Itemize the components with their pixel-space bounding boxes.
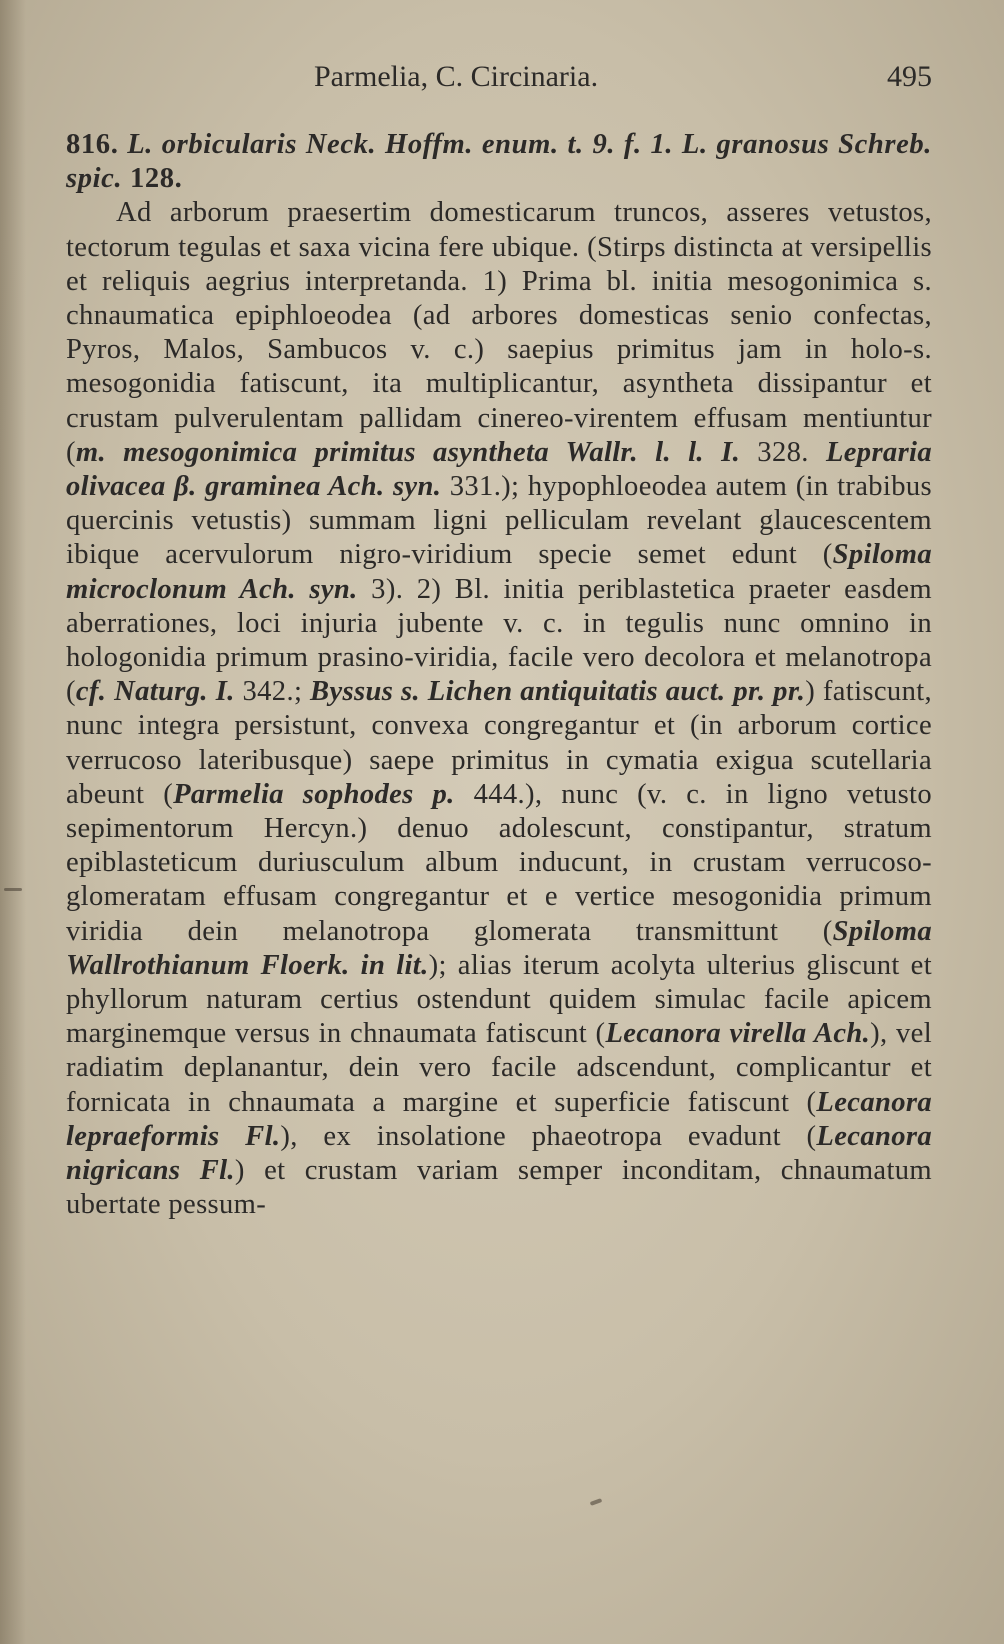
citation-lecanora-virella: Lecanora virella Ach.: [605, 1018, 871, 1050]
body-text-segment: 331.); hypophloeodea autem (in trabibus quercinis vetustis) summam ligni pelliculam revelant glaucescentem ibique acervulorum nigro-viridium specie semet edunt (: [66, 471, 932, 571]
body-text-segment: ), ex insolatione phaeotropa evadunt (: [280, 1120, 817, 1152]
synonym-name: L. granosus: [681, 129, 830, 160]
citation-spiloma-wallrothianum: Spiloma Wallrothianum Floerk. in lit.: [66, 915, 932, 981]
entry-body: [66, 196, 932, 1222]
entry-number: 816.: [66, 129, 119, 160]
citation-mesogonimica: m. mesogonimica primitus asyntheta Wallr. l. l. I.: [75, 436, 741, 468]
body-text-segment: Ad arborum praesertim domesticarum truncos, asseres vetustos, tectorum tegulas et saxa vicina fere ubique. (Stirps distincta at versipellis et reliquis aegrius interpretanda. 1) Prima bl. initia mesogonimica s. chnaumatica epiphloeodea (ad arbores domesticas senio confectas, Pyros, Malos, Sambucos v. c.) saepius primitus jam in holo-s. mesogonidia fatiscunt, ita multiplicantur, asyntheta dissipantur et crustam pulverulentam pallidam cinereo-virentem effusam mentiuntur (: [66, 197, 932, 468]
body-text-segment: 342.;: [234, 676, 311, 708]
citation-lepraria-olivacea: Lepraria olivacea β. graminea Ach. syn.: [66, 436, 933, 503]
reference-2: spic.: [66, 163, 123, 195]
body-text-segment: 3). 2) Bl. initia periblastetica praeter easdem aberrationes, loci injuria jubente v. c. in tegulis nunc omnino in hologonidia primum prasino-viridia, facile vero decolora et melanotropa (: [66, 573, 932, 708]
running-title: Parmelia, C. Circinaria.: [314, 60, 599, 93]
citation-byssus-lichen: Byssus s. Lichen antiquitatis auct. pr. pr.: [310, 676, 806, 708]
species-author: Neck.: [305, 129, 377, 160]
body-text-segment: 328.: [740, 436, 826, 468]
body-text-segment: ), vel radiatim deplanantur, dein vero facile adscendunt, complicantur et fornicata in chnaumata a margine et superficie fatiscunt (: [66, 1018, 932, 1118]
citation-naturg: cf. Naturg. I.: [75, 676, 235, 708]
page-number: 495: [887, 60, 932, 93]
page-header: [68, 56, 932, 100]
ink-smudge: [590, 1498, 603, 1506]
reference-1: Hoffm. enum. t. 9. f. 1.: [385, 129, 674, 160]
page-left-shadow: [0, 0, 26, 1644]
citation-spiloma-microclonum: Spiloma microclonum Ach. syn.: [66, 539, 932, 605]
citation-lecanora-lepraeformis: Lecanora lepraeformis Fl.: [66, 1086, 932, 1152]
body-text-segment: ); alias iterum acolyta ulterius gliscunt et phyllorum naturam certius ostendunt quidem simulac facile apicem marginemque versus in chnaumata fatiscunt (: [66, 949, 933, 1050]
species-entry: [66, 128, 932, 1223]
citation-lecanora-nigricans: Lecanora nigricans Fl.: [66, 1120, 932, 1187]
reference-2-page: 128.: [129, 163, 183, 195]
entry-heading: [66, 128, 932, 196]
synonym-author: Schreb.: [838, 129, 933, 160]
species-name: L. orbicularis: [127, 129, 298, 160]
citation-parmelia-sophodes: Parmelia sophodes p.: [173, 778, 455, 810]
body-text-segment: 444.), nunc (v. c. in ligno vetusto sepimentorum Hercyn.) denuo adolescunt, constipantur, stratum epiblasteticum duriusculum album inducunt, in crustam verrucoso-glomeratam effusam congregantur et e vertice mesogonidia primum viridia dein melanotropa glomerata transmittunt (: [66, 778, 932, 947]
ink-smudge: [4, 888, 22, 891]
body-text-segment: ) fatiscunt, nunc integra persistunt, convexa congregantur et (in arborum cortice verrucoso lateribusque) saepe primitus in cymatia exigua scutellaria abeunt (: [66, 676, 933, 810]
body-text-segment: ) et crustam variam semper inconditam, chnaumatum ubertate pessum-: [66, 1155, 932, 1221]
